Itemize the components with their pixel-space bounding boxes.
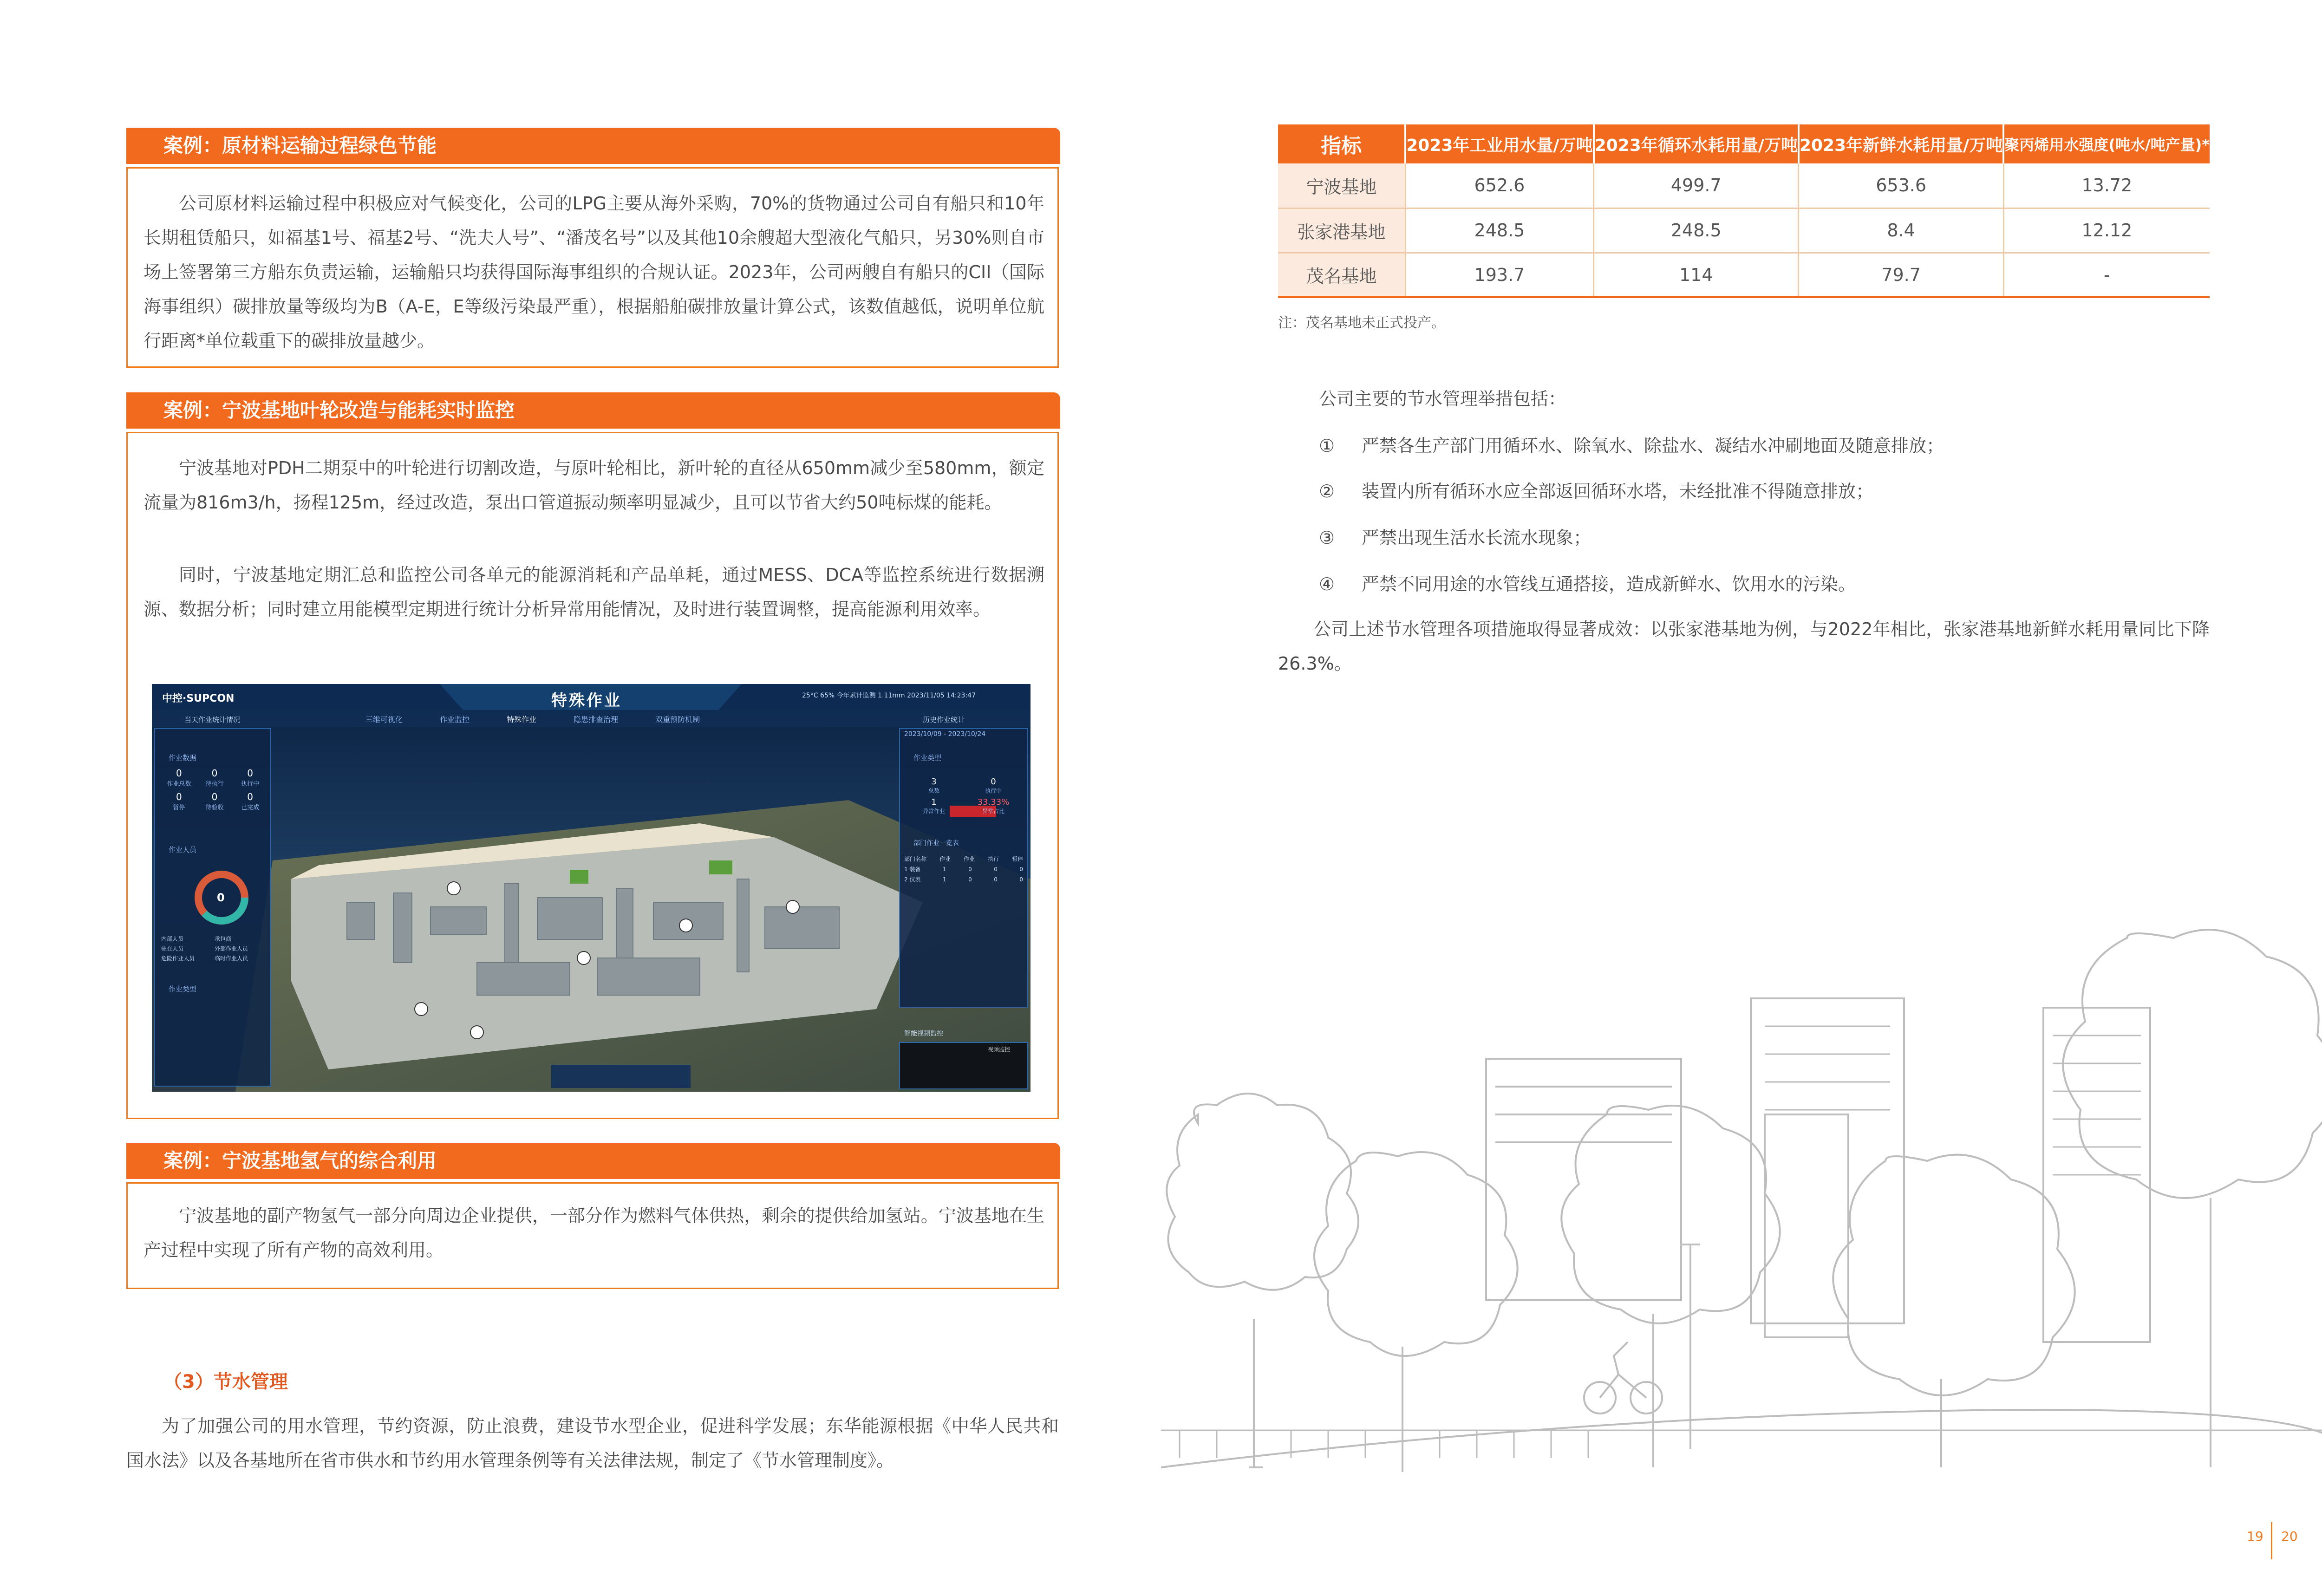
table-note: 注：茂名基地未正式投产。 bbox=[1278, 315, 1445, 331]
panel-header: 当天作业统计情况 bbox=[184, 716, 241, 724]
section-label: 作业人员 bbox=[169, 846, 197, 854]
case-title: 案例：宁波基地氢气的综合利用 bbox=[126, 1143, 1060, 1179]
stat: 0 作业总数 bbox=[167, 768, 191, 788]
city-sketch-illustration bbox=[1161, 919, 2322, 1523]
table-cell: 193.7 bbox=[1405, 253, 1593, 297]
job-stats-grid bbox=[161, 768, 268, 811]
measure-item: ① 严禁各生产部门用循环水、除氧水、除盐水、凝结水冲刷地面及随意排放； bbox=[1319, 436, 1944, 456]
measure-item: ③ 严禁出现生活水长流水现象； bbox=[1319, 528, 1591, 548]
section-label: 作业类型 bbox=[169, 985, 197, 993]
video-label: 视频监控 bbox=[988, 1046, 1011, 1053]
table-header: 2023年新鲜水耗用量/万吨 bbox=[1799, 124, 2003, 163]
donut-value: 0 bbox=[217, 891, 225, 904]
dept-table bbox=[904, 854, 1023, 885]
table-cell: 张家港基地 bbox=[1278, 208, 1405, 253]
measures-result: 公司上述节水管理各项措施取得显著成效：以张家港基地为例，与2022年相比，张家港基地新鲜水耗用量同比下降26.3%。 bbox=[1278, 619, 2210, 674]
table-header-row bbox=[1278, 124, 2210, 163]
monitoring-dashboard-image bbox=[152, 684, 1031, 1092]
video-label: 智能视频监控 bbox=[904, 1030, 943, 1037]
case-box-raw-material bbox=[126, 134, 1059, 368]
dashboard-status: 25°C 65% 今年累计监测 1.11mm 2023/11/05 14:23:47 bbox=[802, 692, 976, 699]
table-cell: 248.5 bbox=[1405, 208, 1593, 253]
table-cell: 12.12 bbox=[2003, 208, 2210, 253]
page-divider bbox=[2271, 1522, 2272, 1559]
nav-item[interactable]: 三维可视化 bbox=[365, 715, 403, 724]
dept-row: 2 仪表 1 0 0 0 bbox=[904, 876, 1023, 883]
table-row bbox=[1278, 163, 2210, 208]
page-number-right: 20 bbox=[2281, 1529, 2298, 1544]
nav-item[interactable]: 双重预防机制 bbox=[655, 715, 700, 724]
dashboard-brand: 中控·SUPCON bbox=[162, 693, 235, 704]
table-header: 指标 bbox=[1278, 124, 1405, 163]
table-row bbox=[1278, 253, 2210, 297]
stat: 0 暂停 bbox=[173, 791, 185, 811]
case-text: 公司原材料运输过程中积极应对气候变化，公司的LPG主要从海外采购，70%的货物通过公司自有船只和10年长期租赁船只，如福基1号、福基2号、“洗夫人号”、“潘茂名号”以及其他10余艘超大型液化气船只，另30%则自市场上签署第三方船东负责运输，运输船只均获得国际海事组织的合规认证。2023年，公司两艘自有船只的CII（国际海事组织）碳排放量等级均为B（A-E，E等级污染最严重），根据船舶碳排放量计算公式，该数值越低，说明单位航行距离*单位载重下的碳排放量越少。 bbox=[143, 193, 1044, 351]
stat: 0 待执行 bbox=[205, 768, 224, 788]
case-text: 同时，宁波基地定期汇总和监控公司各单元的能源消耗和产品单耗，通过MESS、DCA等监控系统进行数据溯源、数据分析；同时建立用能模型定期进行统计分析异常用能情况，及时进行装置调整，提高能源利用效率。 bbox=[143, 565, 1044, 619]
water-usage-table bbox=[1278, 124, 2210, 298]
case-box-impeller bbox=[126, 399, 1059, 1119]
case-box-hydrogen bbox=[126, 1149, 1059, 1289]
dashboard-title: 特殊作业 bbox=[551, 691, 622, 710]
stat: 0 待验收 bbox=[205, 791, 224, 811]
table-cell: 499.7 bbox=[1594, 163, 1799, 208]
table-cell: 8.4 bbox=[1799, 208, 2003, 253]
section-label: 作业数据 bbox=[169, 754, 197, 762]
measures-intro: 公司主要的节水管理举措包括： bbox=[1319, 389, 1566, 409]
nav-item[interactable]: 作业监控 bbox=[440, 715, 470, 724]
case-title: 案例：原材料运输过程绿色节能 bbox=[126, 128, 1060, 164]
personnel-legend: 内部人员 承包商 驻在人员 外部作业人员 危险作业人员 临时作业人员 bbox=[161, 936, 248, 962]
risk-stats: 3 总数 0 执行中 1 异常作业 33.33% 异常占比 bbox=[922, 777, 1010, 814]
section-label: 部门作业一览表 bbox=[913, 840, 959, 847]
table-row bbox=[1278, 208, 2210, 253]
date-range[interactable]: 2023/10/09 - 2023/10/24 bbox=[904, 730, 986, 738]
case-text: 宁波基地的副产物氢气一部分向周边企业提供，一部分作为燃料气体供热，剩余的提供给加氢站。宁波基地在生产过程中实现了所有产物的高效利用。 bbox=[143, 1205, 1044, 1260]
measure-item: ④ 严禁不同用途的水管线互通搭接，造成新鲜水、饮用水的污染。 bbox=[1319, 574, 1856, 594]
table-cell: 79.7 bbox=[1799, 253, 2003, 297]
case-text: 宁波基地对PDH二期泵中的叶轮进行切割改造，与原叶轮相比，新叶轮的直径从650mm减少至580mm，额定流量为816m3/h，扬程125m，经过改造，泵出口管道振动频率明显减少，且可以节省大约50吨标煤的能耗。 bbox=[143, 458, 1044, 513]
table-cell: 宁波基地 bbox=[1278, 163, 1405, 208]
water-intro-text: 为了加强公司的用水管理，节约资源，防止浪费，建设节水型企业，促进科学发展；东华能源根据《中华人民共和国水法》以及各基地所在省市供水和节约用水管理条例等有关法律法规，制定了《节水管理制度》。 bbox=[126, 1416, 1059, 1471]
page-number-left: 19 bbox=[2247, 1529, 2263, 1544]
dept-row: 部门名称 作业 作业 执行 暂停 bbox=[904, 856, 1023, 862]
panel-header: 历史作业统计 bbox=[923, 716, 965, 724]
table-header: 2023年工业用水量/万吨 bbox=[1405, 124, 1593, 163]
stat: 0 已完成 bbox=[241, 791, 260, 811]
nav-item[interactable]: 隐患排查治理 bbox=[574, 715, 619, 724]
table-cell: 653.6 bbox=[1799, 163, 2003, 208]
table-cell: - bbox=[2003, 253, 2210, 297]
table-cell: 248.5 bbox=[1594, 208, 1799, 253]
case-title: 案例：宁波基地叶轮改造与能耗实时监控 bbox=[126, 392, 1060, 429]
dept-row: 1 装备 1 0 0 0 bbox=[904, 866, 1023, 873]
table-header: 2023年循环水耗用量/万吨 bbox=[1594, 124, 1799, 163]
table-cell: 114 bbox=[1594, 253, 1799, 297]
measure-item: ② 装置内所有循环水应全部返回循环水塔，未经批准不得随意排放； bbox=[1319, 481, 1874, 502]
table-header: 聚丙烯用水强度(吨水/吨产量)* bbox=[2003, 124, 2210, 163]
section-heading: （3）节水管理 bbox=[163, 1371, 288, 1393]
table-cell: 13.72 bbox=[2003, 163, 2210, 208]
table-cell: 茂名基地 bbox=[1278, 253, 1405, 297]
section-label: 作业类型 bbox=[913, 754, 942, 762]
nav-item[interactable]: 特殊作业 bbox=[507, 715, 537, 724]
stat: 0 执行中 bbox=[241, 768, 260, 788]
dashboard-nav bbox=[365, 714, 830, 724]
table-cell: 652.6 bbox=[1405, 163, 1593, 208]
